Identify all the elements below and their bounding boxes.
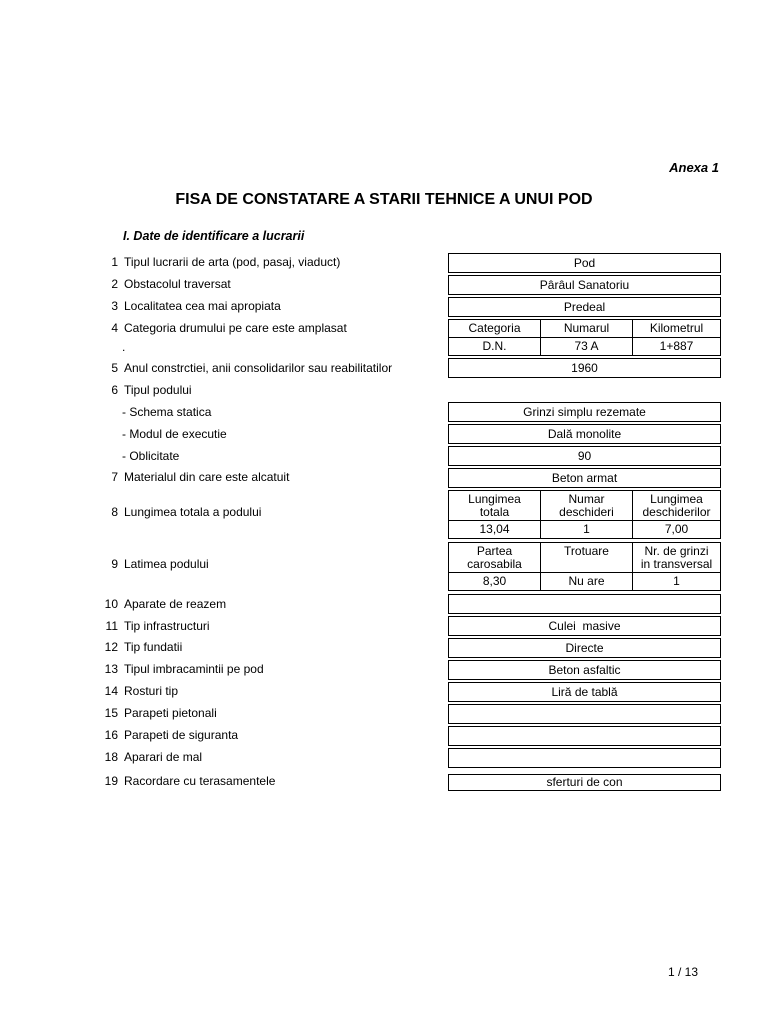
row-number: 16 <box>104 728 118 742</box>
row-label: - Modul de executie <box>122 427 227 441</box>
table-cell: 7,00 <box>633 521 721 539</box>
row-label: Lungimea totala a podului <box>124 505 262 519</box>
table-cell: 1+887 <box>633 338 721 356</box>
row-number: 12 <box>104 640 118 654</box>
row-number: 15 <box>104 706 118 720</box>
row-number: 19 <box>104 774 118 788</box>
value-box: 90 <box>448 446 721 466</box>
table-header: Lungimea deschiderilor <box>633 491 721 521</box>
value-box: 1960 <box>448 358 721 378</box>
table-header: Kilometrul <box>633 320 721 338</box>
value-box <box>448 594 721 614</box>
row-label: Aparari de mal <box>124 750 203 764</box>
value-box: Beton armat <box>448 468 721 488</box>
table-cell: 73 A <box>541 338 633 356</box>
row-number: 2 <box>111 277 118 291</box>
value-box: Pârâul Sanatoriu <box>448 275 721 295</box>
row-label: - Oblicitate <box>122 449 180 463</box>
row-number: 6 <box>111 383 118 397</box>
row-label: Aparate de reazem <box>124 597 227 611</box>
bridge-length-table <box>448 490 721 539</box>
row-number: 7 <box>111 470 118 484</box>
row-label: Tipul lucrarii de arta (pod, pasaj, viaduct) <box>124 255 341 269</box>
table-cell: 1 <box>633 573 721 591</box>
bridge-width-table <box>448 542 721 591</box>
row-number: 4 <box>111 321 118 335</box>
table-header: Categoria <box>449 320 541 338</box>
value-box <box>448 704 721 724</box>
row-label: Latimea podului <box>124 557 209 571</box>
value-box: Culei masive <box>448 616 721 636</box>
row-label: Obstacolul traversat <box>124 277 231 291</box>
row-label: Anul constrctiei, anii consolidarilor sau reabilitatilor <box>124 361 393 375</box>
table-cell: 13,04 <box>449 521 541 539</box>
value-box: Grinzi simplu rezemate <box>448 402 721 422</box>
row-label: Materialul din care este alcatuit <box>124 470 290 484</box>
row-number: 3 <box>111 299 118 313</box>
value-box: Dală monolite <box>448 424 721 444</box>
value-box: Directe <box>448 638 721 658</box>
row-number: 1 <box>111 255 118 269</box>
table-header: Partea carosabila <box>449 543 541 573</box>
table-cell: Nu are <box>541 573 633 591</box>
row-label: Tip fundatii <box>124 640 183 654</box>
row-label: Racordare cu terasamentele <box>124 774 276 788</box>
road-category-table <box>448 319 721 356</box>
row-label: Tipul imbracamintii pe pod <box>124 662 264 676</box>
row-label: Categoria drumului pe care este amplasat <box>124 321 347 335</box>
table-cell: 8,30 <box>449 573 541 591</box>
table-header: Trotuare <box>541 543 633 573</box>
row-label: - Schema statica <box>122 405 212 419</box>
row-number: 18 <box>104 750 118 764</box>
value-box: sferturi de con <box>448 774 721 791</box>
row-label: Tipul podului <box>124 383 192 397</box>
row-label: Parapeti de siguranta <box>124 728 239 742</box>
value-box: Liră de tablă <box>448 682 721 702</box>
section-heading: I. Date de identificare a lucrarii <box>123 229 305 243</box>
table-cell: 1 <box>541 521 633 539</box>
row-label: Parapeti pietonali <box>124 706 217 720</box>
table-header: Numar deschideri <box>541 491 633 521</box>
value-box: Predeal <box>448 297 721 317</box>
page-title: FISA DE CONSTATARE A STARII TEHNICE A UNUI POD <box>175 191 593 208</box>
table-header: Lungimea totala <box>449 491 541 521</box>
table-cell: D.N. <box>449 338 541 356</box>
table-header: Nr. de grinzi in transversal <box>633 543 721 573</box>
row-number: 13 <box>104 662 118 676</box>
row-number: 9 <box>111 557 118 571</box>
row-number: 5 <box>111 361 118 375</box>
value-box: Pod <box>448 253 721 273</box>
value-box <box>448 748 721 768</box>
row-label: Tip infrastructuri <box>124 619 210 633</box>
row-number: 14 <box>104 684 118 698</box>
row-label: Rosturi tip <box>124 684 179 698</box>
value-box <box>448 726 721 746</box>
row-dot: . <box>122 340 126 354</box>
table-header: Numarul <box>541 320 633 338</box>
annex-label: Anexa 1 <box>669 160 719 175</box>
row-number: 8 <box>111 505 118 519</box>
row-number: 11 <box>105 619 118 633</box>
page-indicator: 1 / 13 <box>667 965 698 979</box>
value-box: Beton asfaltic <box>448 660 721 680</box>
row-number: 10 <box>104 597 118 611</box>
row-label: Localitatea cea mai apropiata <box>124 299 281 313</box>
